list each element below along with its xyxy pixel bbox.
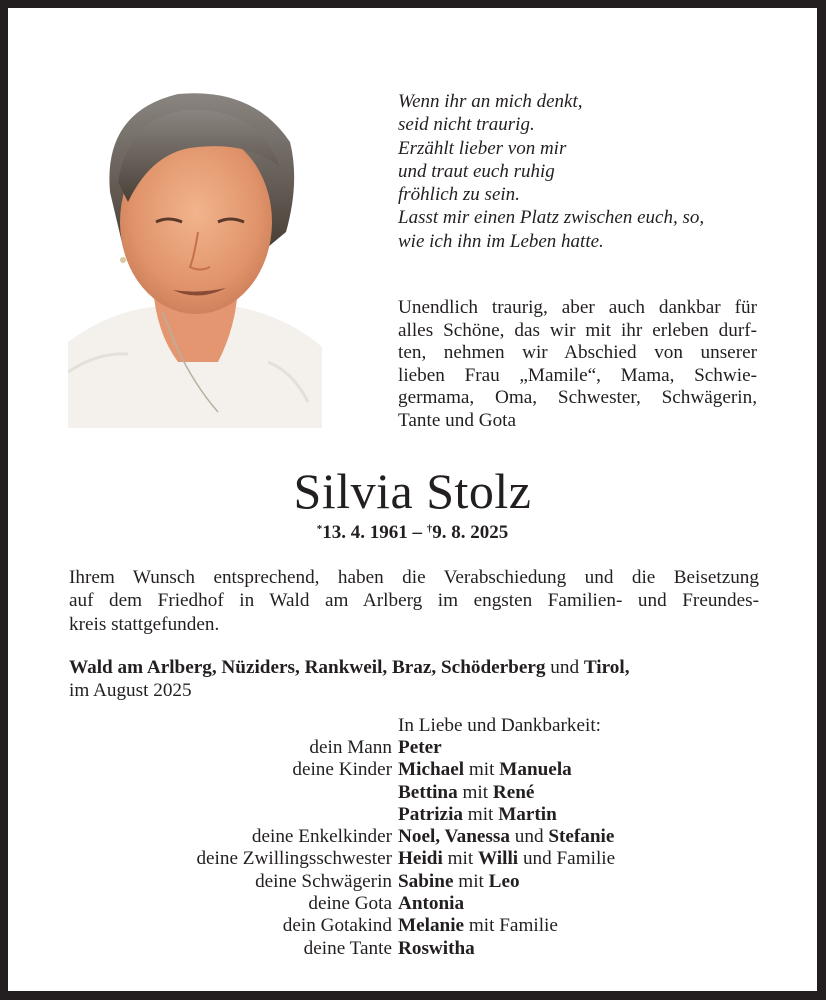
announcement-line: Ihrem Wunsch entsprechend, haben die Verabschiedung und die Beisetzung — [69, 567, 759, 588]
family-row — [8, 938, 817, 960]
family-relation: deine Tante — [303, 937, 392, 959]
family-relation — [8, 782, 398, 804]
family-connector: mit — [463, 803, 499, 825]
family-connector: mit — [453, 870, 489, 892]
family-names — [398, 759, 572, 781]
family-relation: dein Mann — [309, 737, 392, 758]
family-row — [8, 737, 817, 759]
poem-line: Erzählt lieber von mir — [398, 137, 567, 159]
places-bold: Wald am Arlberg, Nüziders, Rankweil, Braz, Schöderberg — [69, 657, 546, 678]
family-names — [398, 804, 557, 826]
obituary-page — [8, 8, 817, 991]
family-relation: dein Gotakind — [282, 915, 392, 937]
family-name: Peter — [398, 737, 442, 758]
announcement-line: kreis stattgefunden. — [69, 613, 220, 635]
family-connector: mit — [464, 759, 500, 781]
places-bold: Tirol, — [583, 657, 630, 678]
family-names — [398, 893, 464, 915]
family-names — [398, 938, 475, 960]
family-relation — [8, 804, 398, 826]
intro-line: germama, Oma, Schwester, Schwägerin, — [398, 387, 757, 408]
family-names — [398, 915, 558, 937]
family-name: Patrizia — [398, 803, 463, 825]
intro-line: ten, nehmen wir Abschied von unserer — [398, 342, 757, 363]
intro-line: Unendlich traurig, aber auch dankbar für — [398, 297, 757, 318]
family-name: Stefanie — [548, 826, 615, 848]
family-name: Melanie — [398, 915, 465, 937]
life-dates — [8, 522, 817, 544]
intro-paragraph — [398, 297, 757, 432]
family-relation: deine Schwägerin — [255, 870, 392, 892]
places-line — [69, 656, 759, 679]
family-name: Manuela — [499, 759, 572, 781]
family-name: Roswitha — [398, 937, 475, 959]
family-names — [398, 782, 534, 804]
intro-line: alles Schöne, das wir mit ihr erleben durf- — [398, 319, 757, 341]
family-connector: und — [509, 826, 549, 848]
family-relation: deine Zwillingsschwester — [196, 848, 392, 870]
family-row — [8, 804, 817, 826]
death-date: 9. 8. 2025 — [432, 522, 509, 543]
signoff: In Liebe und Dankbarkeit: — [398, 715, 601, 736]
family-names — [398, 848, 615, 870]
portrait-photo — [68, 72, 322, 428]
poem — [398, 90, 798, 253]
family-row — [8, 915, 817, 937]
family-names — [398, 826, 614, 848]
family-name: Noel, Vanessa — [398, 826, 510, 848]
family-row — [8, 759, 817, 781]
birth-date: 13. 4. 1961 — [322, 522, 408, 543]
family-relation: deine Gota — [308, 893, 392, 915]
date-separator: – — [407, 522, 427, 543]
family-connector: und Familie — [518, 848, 616, 870]
intro-line: lieben Frau „Mamile“, Mama, Schwie- — [398, 364, 757, 386]
family-row — [8, 826, 817, 848]
family-name: Michael — [398, 759, 465, 781]
deceased-name: Silvia Stolz — [293, 463, 532, 519]
family-row — [8, 848, 817, 870]
family-name: Heidi — [398, 848, 443, 870]
family-relation: deine Enkelkinder — [251, 826, 392, 848]
poem-line: und traut euch ruhig — [398, 160, 555, 182]
family-row — [8, 893, 817, 915]
family-name: Willi — [477, 848, 519, 870]
family-names — [398, 737, 442, 759]
family-name: René — [492, 781, 535, 803]
date-line: im August 2025 — [69, 680, 192, 702]
family-connector: mit — [442, 848, 478, 870]
poem-line: seid nicht traurig. — [398, 114, 535, 136]
family-name: Leo — [488, 870, 520, 892]
family-connector: mit Familie — [464, 915, 558, 937]
birth-star-icon: * — [316, 523, 323, 535]
family-name: Martin — [498, 803, 557, 825]
family-name: Bettina — [398, 781, 458, 803]
family-names — [398, 871, 520, 893]
family-name: Antonia — [398, 893, 465, 915]
poem-line: wie ich ihn im Leben hatte. — [398, 230, 604, 252]
family-relation: deine Kinder — [292, 759, 392, 781]
family-name: Sabine — [398, 870, 454, 892]
announcement-paragraph — [69, 566, 759, 636]
places-and-date — [69, 656, 759, 703]
announcement-line: auf dem Friedhof in Wald am Arlberg im engsten Familien- und Freundes- — [69, 590, 759, 612]
portrait-photo-icon — [68, 72, 322, 428]
poem-line: Lasst mir einen Platz zwischen euch, so, — [398, 207, 705, 229]
family-connector: mit — [457, 781, 493, 803]
places-connector: und — [545, 657, 584, 678]
poem-line: fröhlich zu sein. — [398, 184, 520, 206]
family-list — [8, 737, 817, 960]
family-row — [8, 871, 817, 893]
family-row — [8, 782, 817, 804]
intro-line: Tante und Gota — [398, 409, 517, 431]
death-cross-icon: † — [426, 523, 433, 535]
poem-line: Wenn ihr an mich denkt, — [398, 91, 583, 112]
